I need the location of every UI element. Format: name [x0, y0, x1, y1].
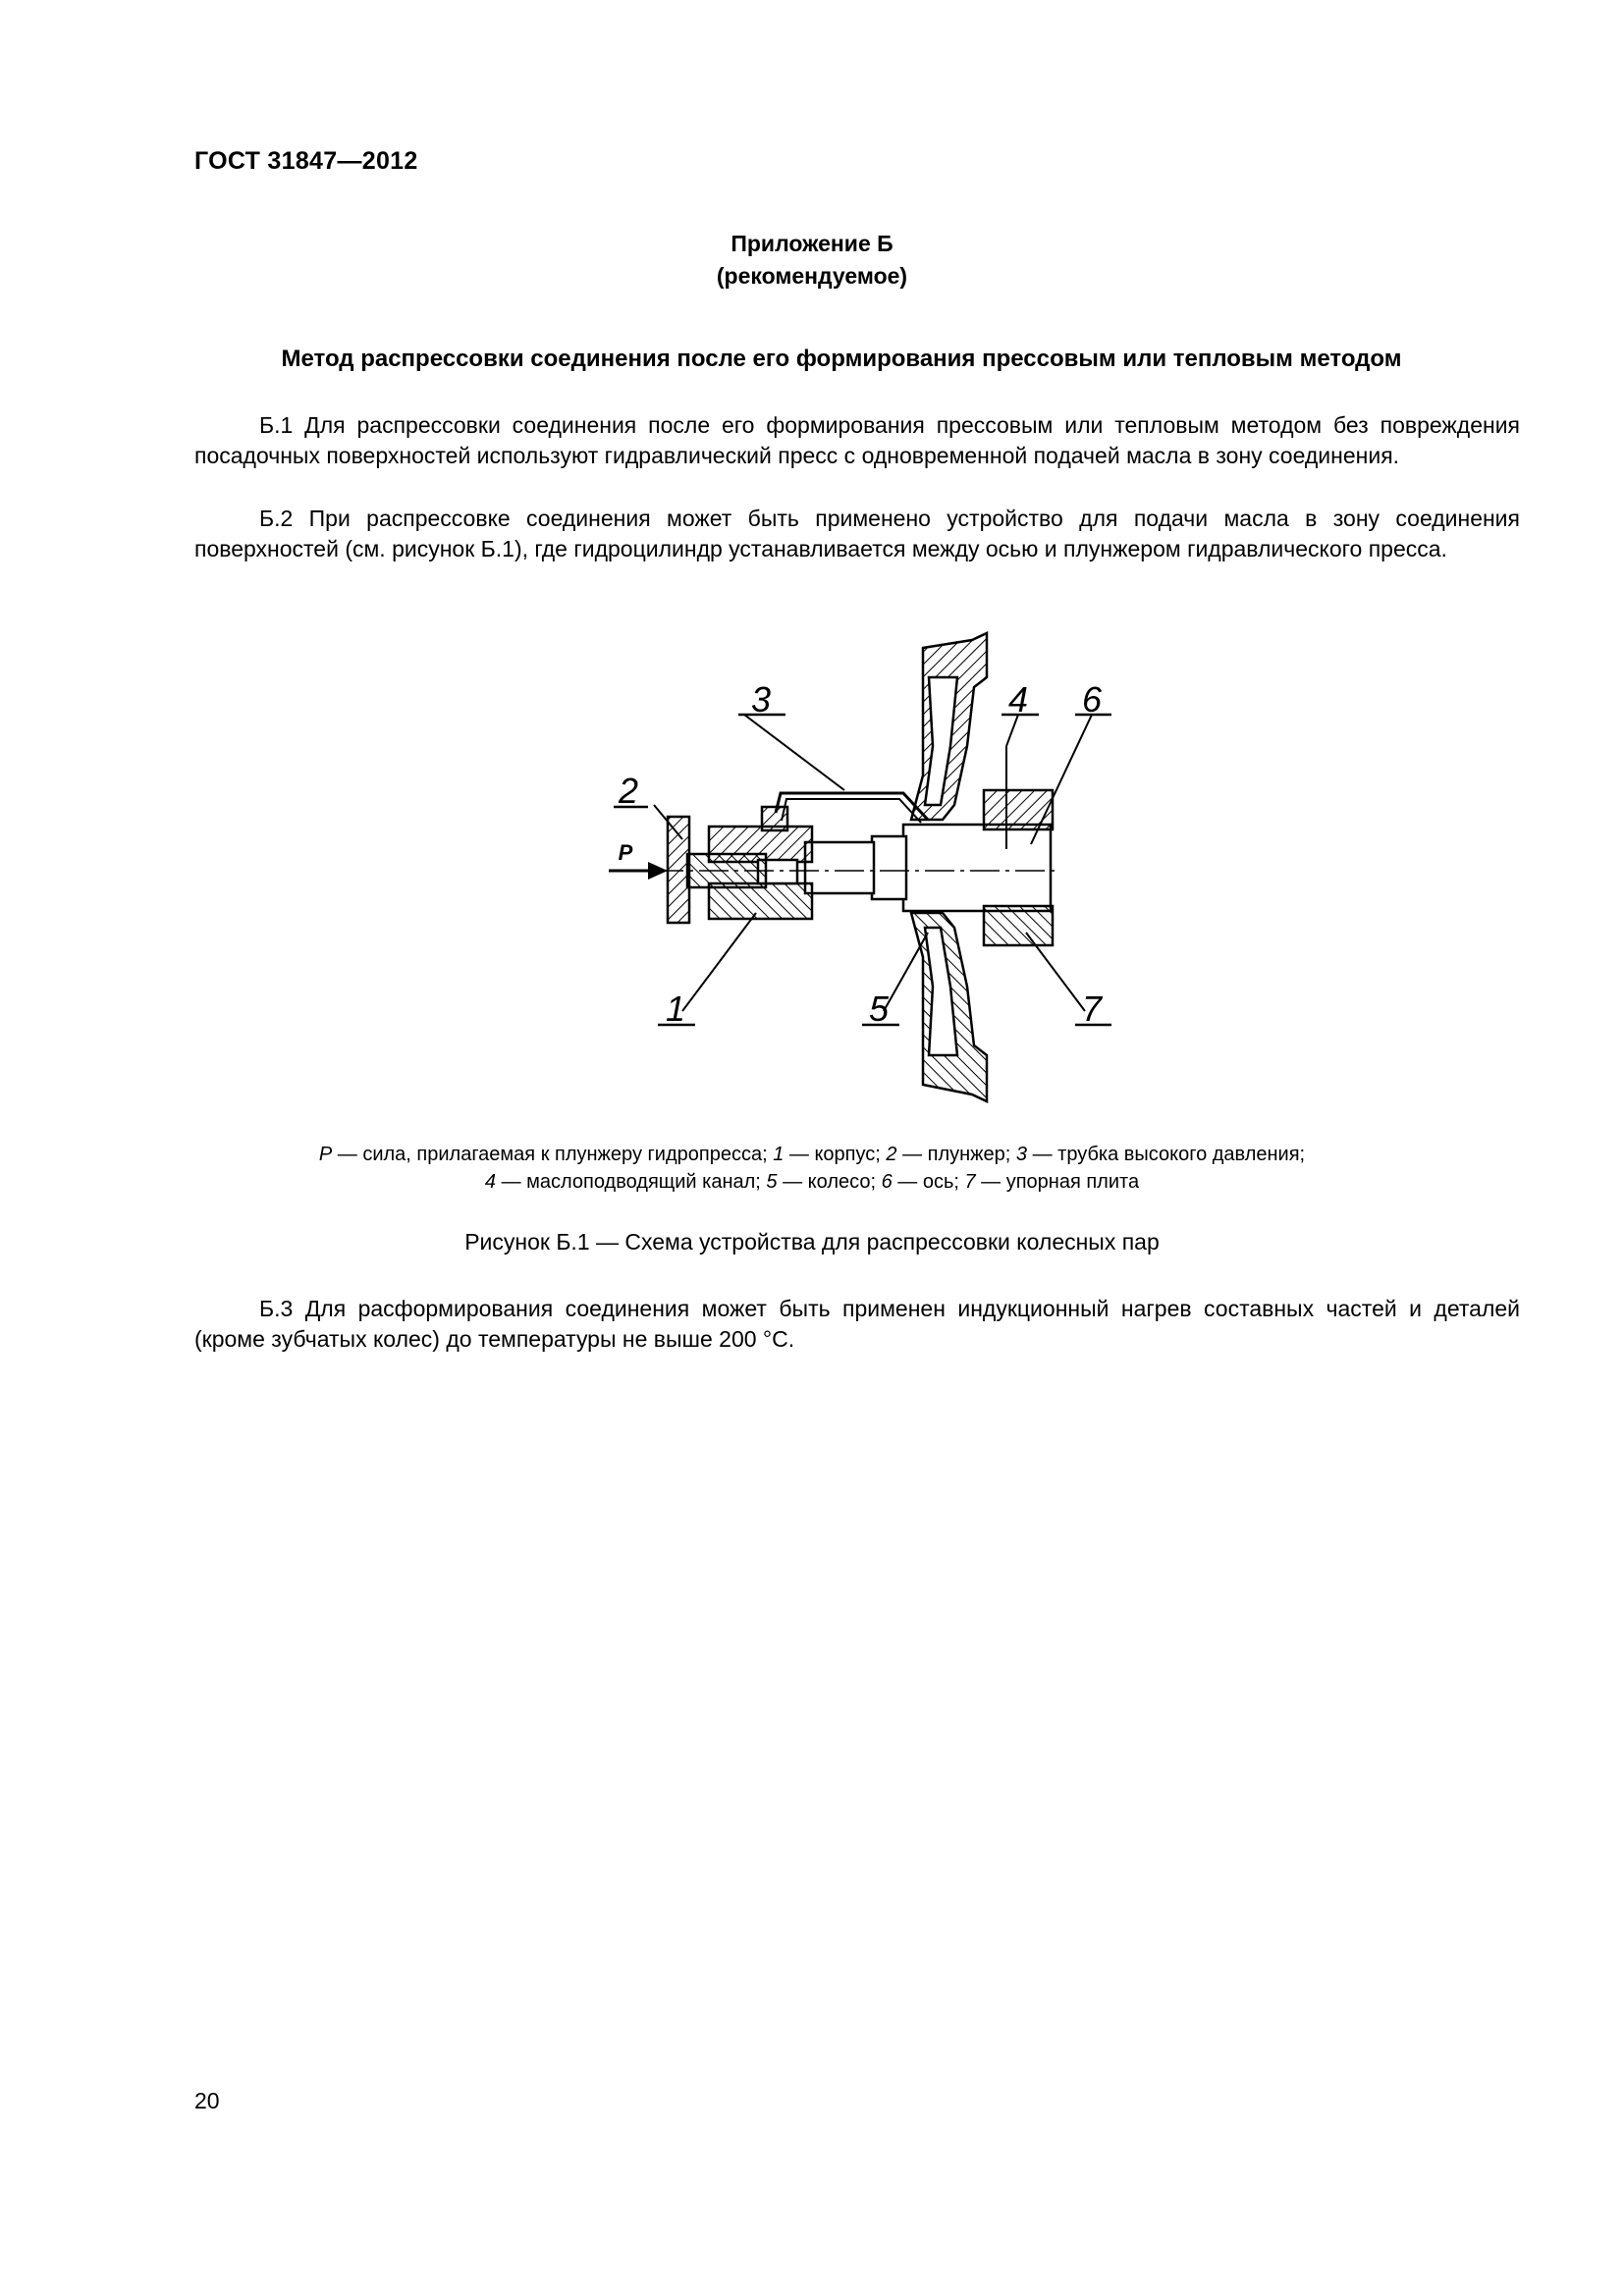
plunger — [668, 817, 689, 923]
legend1-symbol-2: 2 — [886, 1144, 897, 1165]
paragraph-b2 — [194, 504, 1520, 564]
paragraph-b3 — [194, 1294, 1520, 1355]
legend2-symbol-0: 4 — [484, 1171, 497, 1193]
label-3: 3 — [750, 679, 772, 720]
legend2-symbol-2: 6 — [881, 1171, 893, 1193]
label-7: 7 — [1081, 988, 1103, 1029]
figure-legend — [0, 1141, 1624, 1196]
legend2-text-0: — маслоподводящий канал; — [496, 1171, 767, 1193]
label-4: 4 — [1007, 679, 1029, 720]
legend2-text-2: — ось; — [892, 1171, 965, 1193]
legend1-text-3: — трубка высокого давления; — [1027, 1144, 1306, 1165]
legend1-text-0: — сила, прилагаемая к плунжеру гидропресса; — [332, 1144, 774, 1165]
legend2-text-3: — упорная плита — [975, 1171, 1140, 1193]
figure-b1-diagram — [589, 628, 1139, 1119]
legend2-text-1: — колесо; — [777, 1171, 882, 1193]
legend1-text-1: — корпус; — [784, 1144, 887, 1165]
legend2-symbol-1: 5 — [766, 1171, 778, 1193]
appendix-status: (рекомендуемое) — [716, 263, 908, 289]
page-number: 20 — [194, 2088, 220, 2113]
label-2: 2 — [618, 771, 639, 811]
paragraph-b3-text: Б.3 Для расформирования соединения может быть применен индукционный нагрев составных частей и деталей (кроме зубчатых колес) до температуры не выше 200 °С. — [194, 1296, 1520, 1352]
legend1-symbol-3: 3 — [1015, 1144, 1028, 1165]
legend-line-1 — [0, 1141, 1624, 1168]
appendix-title: Приложение Б — [731, 231, 893, 256]
figure-caption: Рисунок Б.1 — Схема устройства для распрессовки колесных пар — [464, 1229, 1160, 1255]
legend2-symbol-3: 7 — [964, 1171, 976, 1193]
force-label: P — [618, 840, 633, 865]
label-6: 6 — [1081, 679, 1103, 720]
legend1-text-2: — плунжер; — [896, 1144, 1016, 1165]
label-1: 1 — [665, 988, 686, 1029]
paragraph-b2-text: Б.2 При распрессовке соединения может быть применено устройство для подачи масла в зону соединения поверхностей (см. рисунок Б.1), где гидроцилиндр устанавливается между осью и плунжером гидравлического пресса. — [194, 506, 1520, 561]
axle — [903, 825, 1051, 911]
section-title: Метод распрессовки соединения после его формирования прессовым или тепловым методом — [281, 346, 1402, 372]
legend1-symbol-1: 1 — [773, 1144, 785, 1165]
label-5: 5 — [868, 988, 890, 1029]
paragraph-b1 — [194, 410, 1520, 471]
document-code: ГОСТ 31847—2012 — [194, 147, 418, 175]
legend-line-2 — [0, 1168, 1624, 1196]
legend1-symbol-0: P — [318, 1144, 333, 1165]
appendix-heading — [0, 228, 1624, 293]
paragraph-b1-text: Б.1 Для распрессовки соединения после его формирования прессовым или тепловым методом без повреждения посадочных поверхностей используют гидравлический пресс с одновременной подачей масла в зону соединения. — [194, 412, 1520, 468]
